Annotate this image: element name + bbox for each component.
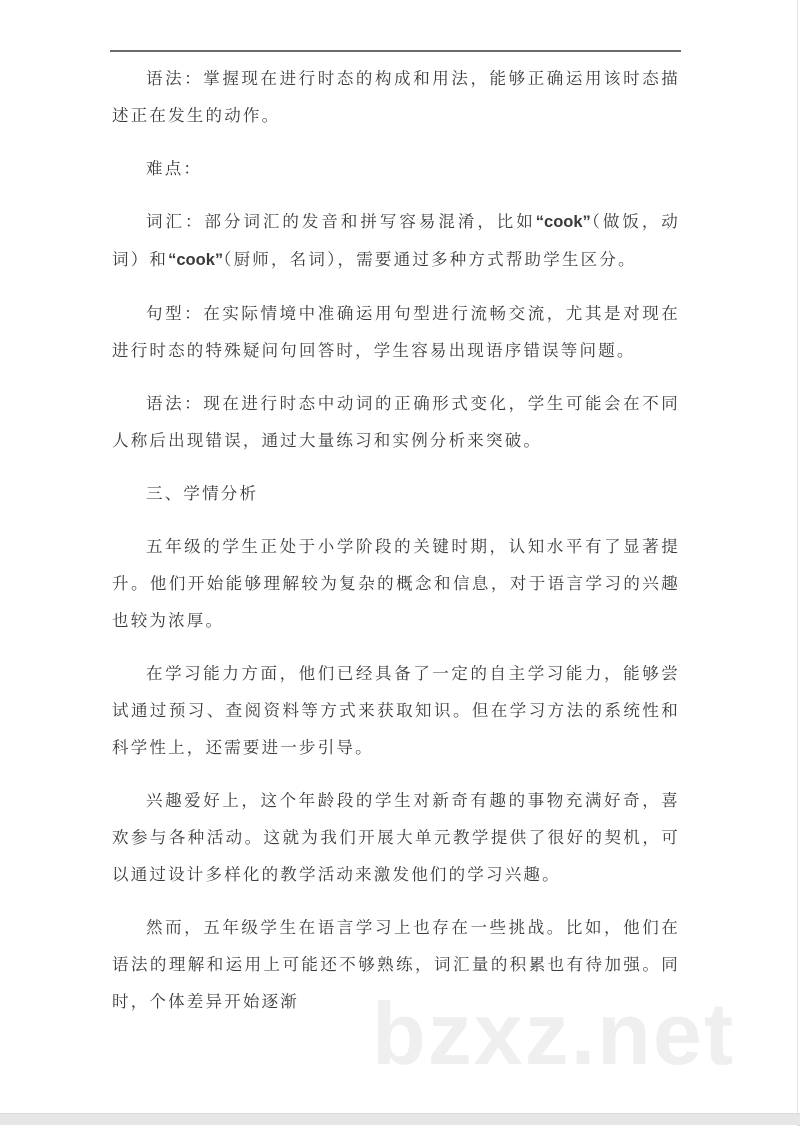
text-segment: （厨师，名词），需要通过多种方式帮助学生区分。 (223, 250, 637, 269)
paragraph-grammar-goal: 语法：掌握现在进行时态的构成和用法，能够正确运用该时态描述正在发生的动作。 (112, 69, 680, 125)
header-rule (110, 50, 681, 52)
term-cook-noun: “cook” (168, 251, 224, 269)
document-body (112, 60, 680, 1020)
paragraph-vocab-difficulty (112, 203, 680, 279)
paragraph-sentence-difficulty: 句型：在实际情境中准确运用句型进行流畅交流，尤其是对现在进行时态的特殊疑问句回答时，学生容易出现语序错误等问题。 (112, 304, 680, 360)
paragraph-challenges: 然而，五年级学生在语言学习上也存在一些挑战。比如，他们在语法的理解和运用上可能还不够熟练，词汇量的积累也有待加强。同时，个体差异开始逐渐 (112, 918, 680, 1011)
paragraph-grammar-difficulty: 语法：现在进行时态中动词的正确形式变化，学生可能会在不同人称后出现错误，通过大量练习和实例分析来突破。 (112, 394, 680, 450)
paragraph-learning-ability: 在学习能力方面，他们已经具备了一定的自主学习能力，能够尝试通过预习、查阅资料等方式来获取知识。但在学习方法的系统性和科学性上，还需要进一步引导。 (112, 664, 680, 757)
next-page-edge (0, 1125, 797, 1134)
watermark: bzxz.net (372, 984, 736, 1083)
text-segment: （做饭，动词）和 (112, 212, 681, 269)
section-heading-student-analysis: 三、学情分析 (146, 484, 259, 503)
term-cook-verb: “cook” (535, 213, 591, 231)
paragraph-student-stage: 五年级的学生正处于小学阶段的关键时期，认知水平有了显著提升。他们开始能够理解较为复杂的概念和信息，对于语言学习的兴趣也较为浓厚。 (112, 537, 680, 630)
text-segment: 词汇：部分词汇的发音和拼写容易混淆，比如 (146, 212, 536, 231)
paragraph-interests: 兴趣爱好上，这个年龄段的学生对新奇有趣的事物充满好奇，喜欢参与各种活动。这就为我们开展大单元教学提供了很好的契机，可以通过设计多样化的教学活动来激发他们的学习兴趣。 (112, 791, 680, 884)
heading-difficulties: 难点： (146, 159, 203, 178)
